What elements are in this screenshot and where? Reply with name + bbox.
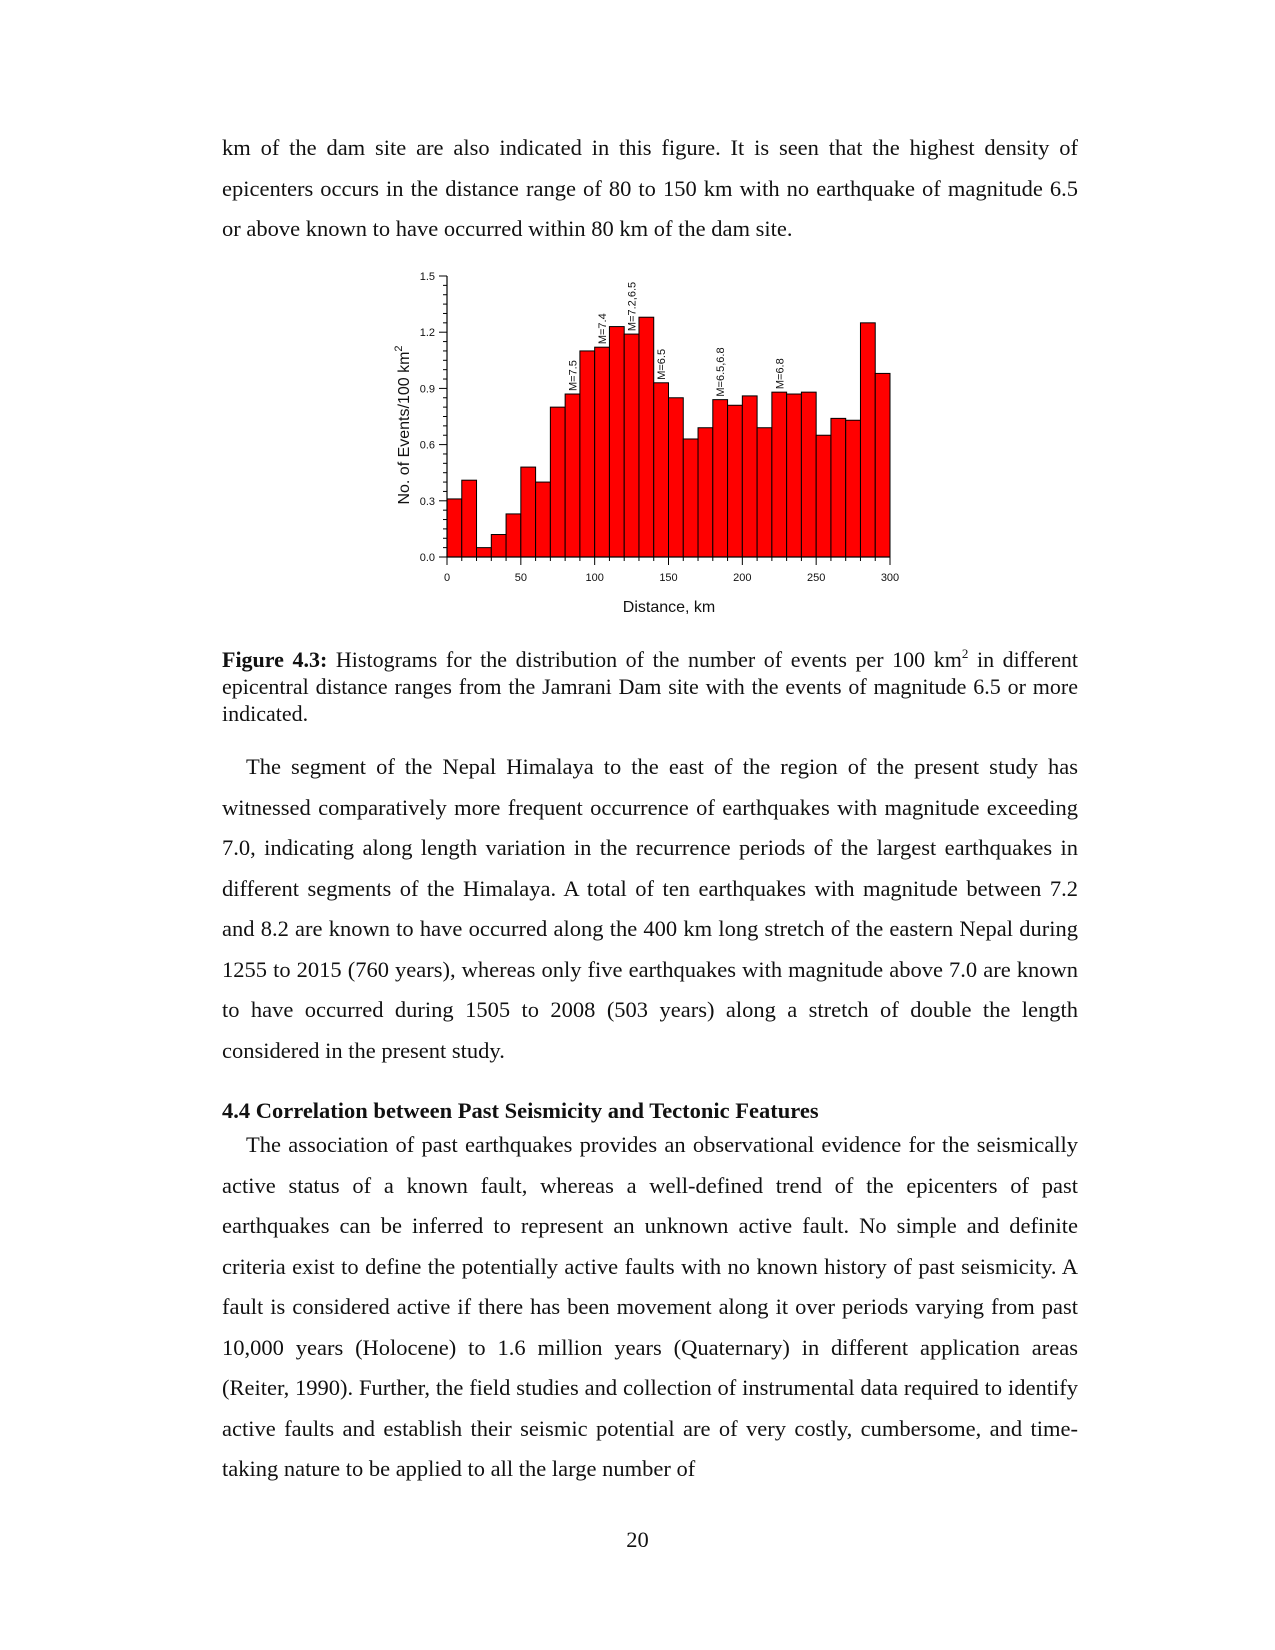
histogram-bar <box>506 514 521 557</box>
histogram-bar <box>669 398 684 557</box>
x-tick-label: 0 <box>443 572 451 584</box>
histogram-bar <box>683 439 698 557</box>
histogram-bar <box>816 435 831 557</box>
histogram-bar <box>728 405 743 557</box>
histogram-bar <box>580 351 595 557</box>
x-tick-label: 50 <box>514 572 527 584</box>
magnitude-annotation: M=6.8 <box>774 358 787 390</box>
histogram-bar <box>550 407 565 557</box>
histogram-bar <box>875 373 890 557</box>
y-tick-label: 0.0 <box>419 552 435 564</box>
y-axis-label <box>393 345 413 504</box>
histogram-bar <box>624 334 639 557</box>
histogram-bar <box>521 467 536 557</box>
histogram-bar <box>447 499 462 557</box>
section-heading: 4.4 Correlation between Past Seismicity and Tectonic Features <box>222 1098 819 1123</box>
x-tick-label: 250 <box>806 572 826 584</box>
magnitude-annotation: M=7.2,6.5 <box>626 281 639 332</box>
figure-label: Figure 4.3: <box>222 647 328 672</box>
y-tick-label: 1.2 <box>419 327 435 340</box>
figure-caption <box>222 646 1078 727</box>
histogram-bar <box>565 394 580 557</box>
caption-text-part2: in different epicentral distance ranges from the Jamrani Dam site with the events of magnitude 6.5 or more indicated. <box>222 647 1078 726</box>
paragraph-nepal-himalaya: The segment of the Nepal Himalaya to the east of the region of the present study has witnessed comparatively more frequent occurrence of earthquakes with magnitude exceeding 7.0, indicating along length variation in the recurrence periods of the largest earthquakes in different segments of the Himalaya. A total of ten earthquakes with magnitude between 7.2 and 8.2 are known to have occurred along the 400 km long stretch of the eastern Nepal during 1255 to 2015 (760 years), whereas only five earthquakes with magnitude above 7.0 are known to have occurred during 1505 to 2008 (503 years) along a stretch of double the length considered in the present study. <box>222 754 1078 1063</box>
y-tick-label: 0.9 <box>419 383 435 396</box>
chart-bars <box>447 317 890 557</box>
histogram-bar <box>831 418 846 557</box>
caption-superscript: 2 <box>961 646 969 661</box>
paragraph-past-seismicity: The association of past earthquakes provides an observational evidence for the seismically active status of a known fault, whereas a well-defined trend of the epicenters of past earthquakes can be inferred to represent an unknown active fault. No simple and definite criteria exist to define the potentially active faults with no known history of past seismicity. A fault is considered active if there has been movement along it over periods varying from past 10,000 years (Holocene) to 1.6 million years (Quaternary) in different application areas (Reiter, 1990). Further, the field studies and collection of instrumental data required to identify active faults and establish their seismic potential are of very costly, cumbersome, and time-taking nature to be applied to all the large number of <box>222 1132 1078 1481</box>
intro-paragraph: km of the dam site are also indicated in this figure. It is seen that the highest density of epicenters occurs in the distance range of 80 to 150 km with no earthquake of magnitude 6.5 or above known to have occurred within 80 km of the dam site. <box>222 135 1078 241</box>
histogram-bar <box>742 396 757 557</box>
histogram-bar <box>698 428 713 557</box>
histogram-bar <box>713 400 728 557</box>
x-axis-label: Distance, km <box>622 599 716 616</box>
distance-histogram-chart <box>393 271 915 625</box>
histogram-bar <box>846 420 861 557</box>
histogram-bar <box>772 392 787 557</box>
x-tick-label: 150 <box>659 572 678 584</box>
histogram-bar <box>477 548 492 557</box>
histogram-bar <box>491 535 506 557</box>
histogram-bar <box>654 383 669 557</box>
y-axis-label-sup: 2 <box>393 345 405 352</box>
histogram-bar <box>462 480 477 557</box>
caption-text-part1: Histograms for the distribution of the number of events per 100 km <box>327 647 962 672</box>
magnitude-annotation: M=7.5 <box>567 360 580 392</box>
y-tick-label: 0.6 <box>419 439 435 452</box>
magnitude-annotation: M=7.4 <box>597 313 610 345</box>
histogram-bar <box>639 317 654 557</box>
histogram-bar <box>860 323 875 557</box>
histogram-bar <box>757 428 772 557</box>
y-tick-label: 1.5 <box>419 271 435 283</box>
histogram-bar <box>609 327 624 557</box>
x-tick-label: 300 <box>880 572 900 584</box>
histogram-bar <box>595 347 610 557</box>
page-number: 20 <box>626 1527 649 1552</box>
y-axis-label-main: No. of Events/100 km <box>396 351 413 505</box>
histogram-bar <box>801 392 816 557</box>
y-tick-label: 0.3 <box>419 495 435 508</box>
x-tick-label: 200 <box>733 572 752 584</box>
x-tick-label: 100 <box>585 572 604 584</box>
magnitude-annotation: M=6.5,6.8 <box>715 347 728 397</box>
histogram-bar <box>787 394 802 557</box>
histogram-bar <box>536 482 551 557</box>
magnitude-annotation: M=6.5 <box>656 348 669 380</box>
